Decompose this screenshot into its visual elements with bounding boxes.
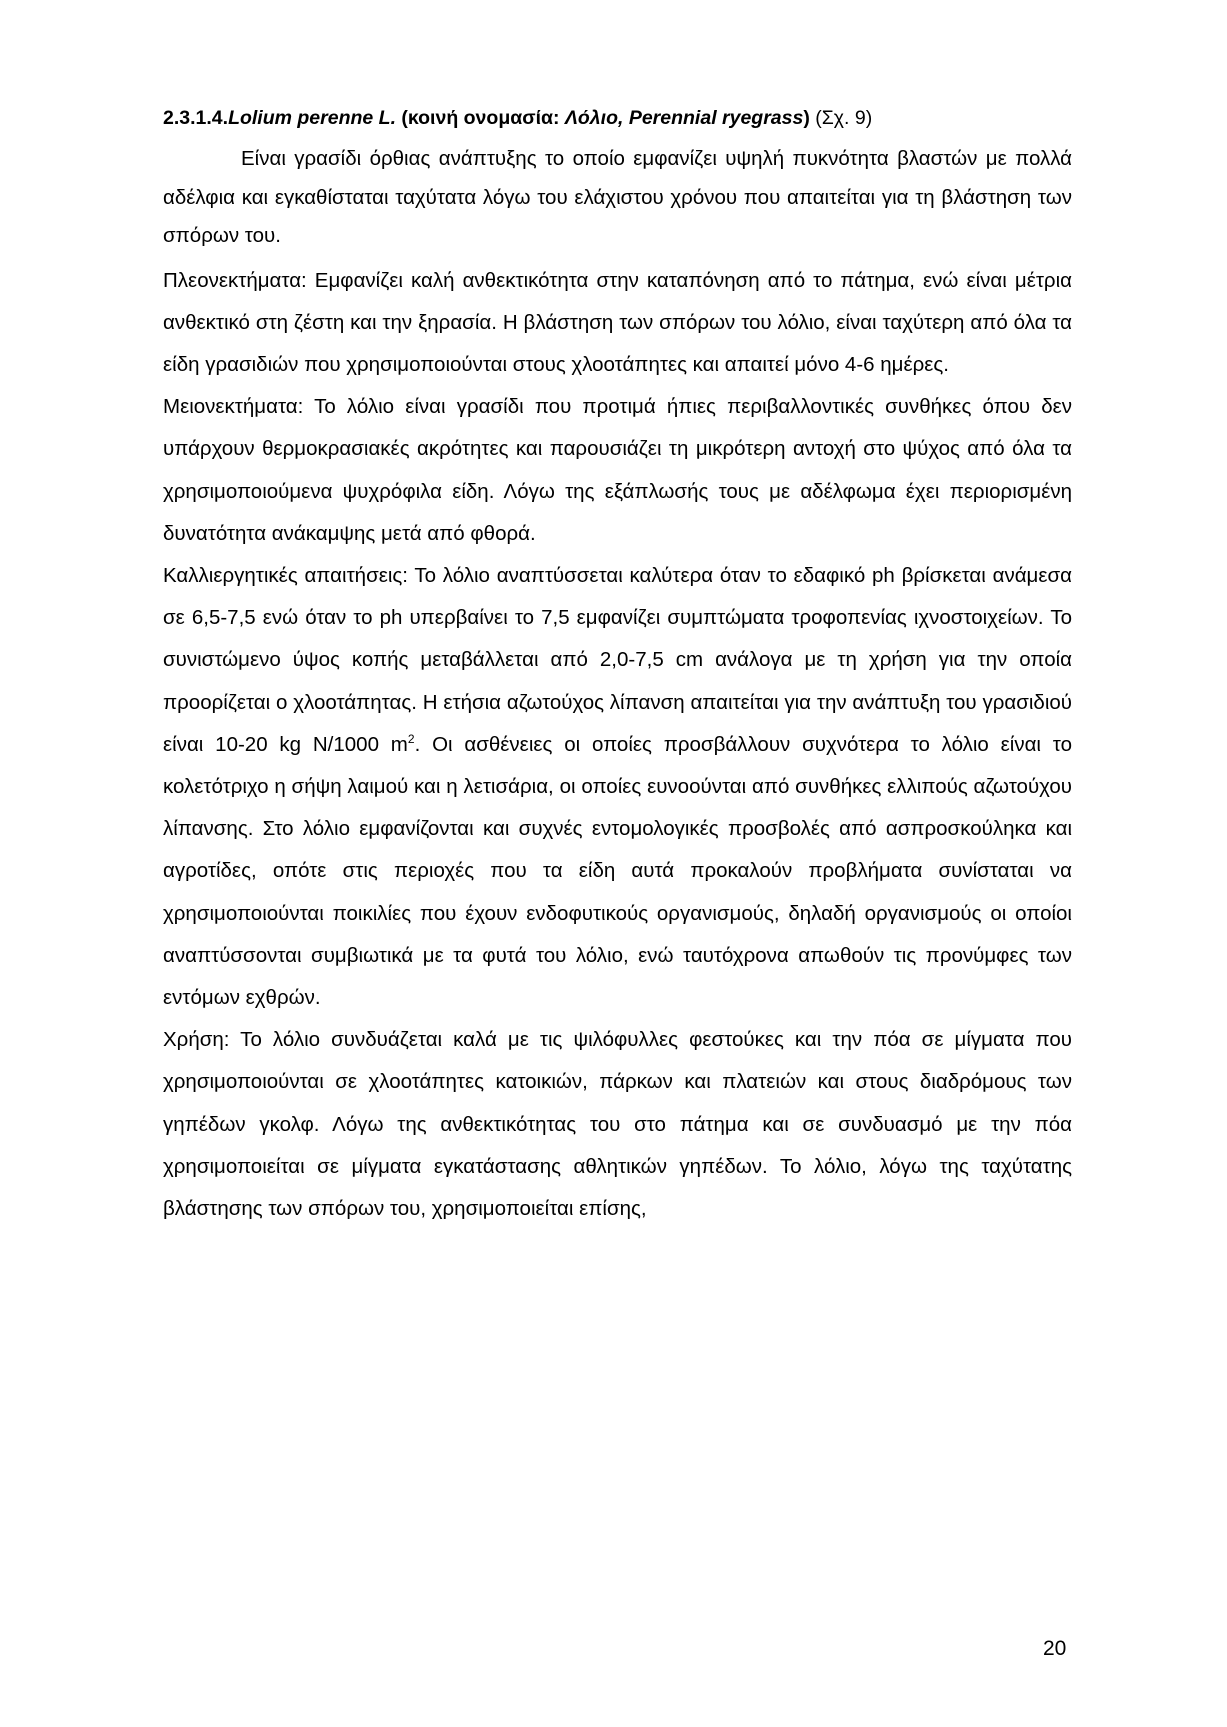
common-names: Λόλιο, Perennial ryegrass (564, 107, 804, 129)
common-name-suffix: ) (803, 107, 810, 129)
cultivation-text-part-1: Καλλιεργητικές απαιτήσεις: Το λόλιο αναπτύσσεται καλύτερα όταν το εδαφικό ph βρίσκεται ανάμεσα σε 6,5-7,5 ενώ όταν το ph υπερβαίνει το 7,5 εμφανίζει συμπτώματα τροφοπενίας ιχνοστοιχείων. Το συνιστώμενο ύψος κοπής μεταβάλλεται από 2,0-7,5 cm ανάλογα με τη χρήση για την οποία προορίζεται ο χλοοτάπητας. Η ετήσια αζωτούχος λίπανση απαιτείται για την ανάπτυξη του γρασιδιού είναι 10-20 kg N/1000 m (163, 563, 1072, 756)
page-number: 20 (1043, 1637, 1067, 1660)
paragraph-advantages: Πλεονεκτήματα: Εμφανίζει καλή ανθεκτικότητα στην καταπόνηση από το πάτημα, ενώ είναι μέτρια ανθεκτικό στη ζέστη και την ξηρασία. Η βλάστηση των σπόρων του λόλιο, είναι ταχύτερη από όλα τα είδη γρασιδιών που χρησιμοποιούνται στους χλοοτάπητες και απαιτεί μόνο 4-6 ημέρες. (163, 268, 1072, 376)
paragraph-disadvantages: Μειονεκτήματα: Το λόλιο είναι γρασίδι που προτιμά ήπιες περιβαλλοντικές συνθήκες όπου δεν υπάρχουν θερμοκρασιακές ακρότητες και παρουσιάζει τη μικρότερη αντοχή στο ψύχος από όλα τα χρησιμοποιούμενα ψυχρόφιλα είδη. Λόγω της εξάπλωσής τους με αδέλφωμα έχει περιορισμένη δυνατότητα ανάκαμψης μετά από φθορά. (163, 395, 1072, 545)
section-number: 2.3.1.4. (163, 107, 229, 129)
document-page (163, 105, 1072, 1230)
section-heading (163, 105, 1072, 132)
paragraph-cultivation (163, 555, 1072, 1019)
cultivation-text-part-2: . Οι ασθένειες οι οποίες προσβάλλουν συχνότερα το λόλιο είναι το κολετότριχο η σήψη λαιμού και η λετισάρια, οι οποίες ευνοούνται από συνθήκες ελλιπούς αζωτούχου λίπανσης. Στο λόλιο εμφανίζονται και συχνές εντομολογικές προσβολές από ασπροσκούληκα και αγροτίδες, οπότε στις περιοχές που τα είδη αυτά προκαλούν προβλήματα συνίσταται να χρησιμοποιούνται ποικιλίες που έχουν ενδοφυτικούς οργανισμούς, δηλαδή οργανισμούς οι οποίοι αναπτύσσονται συμβιωτικά με τα φυτά του λόλιο, ενώ ταυτόχρονα απωθούν τις προνύμφες των εντόμων εχθρών. (163, 732, 1072, 1009)
figure-reference: (Σχ. 9) (809, 107, 873, 129)
common-name-prefix: (κοινή ονομασία: (401, 107, 565, 129)
species-latin-name: Lolium perenne L. (228, 107, 396, 129)
paragraph-usage: Χρήση: Το λόλιο συνδυάζεται καλά με τις ψιλόφυλλες φεστούκες και την πόα σε μίγματα που χρησιμοποιούνται σε χλοοτάπητες κατοικιών, πάρκων και πλατειών και στους διαδρόμους των γηπέδων γκολφ. Λόγω της ανθεκτικότητας του στο πάτημα και σε συνδυασμό με την πόα χρησιμοποιείται σε μίγματα εγκατάστασης αθλητικών γηπέδων. Το λόλιο, λόγω της ταχύτατης βλάστησης των σπόρων του, χρησιμοποιείται επίσης, (163, 1028, 1072, 1220)
superscript-exponent: 2 (407, 731, 415, 746)
paragraph-intro: Είναι γρασίδι όρθιας ανάπτυξης το οποίο εμφανίζει υψηλή πυκνότητα βλαστών με πολλά αδέλφια και εγκαθίσταται ταχύτατα λόγω του ελάχιστου χρόνου που απαιτείται για τη βλάστηση των σπόρων του. (163, 147, 1072, 247)
